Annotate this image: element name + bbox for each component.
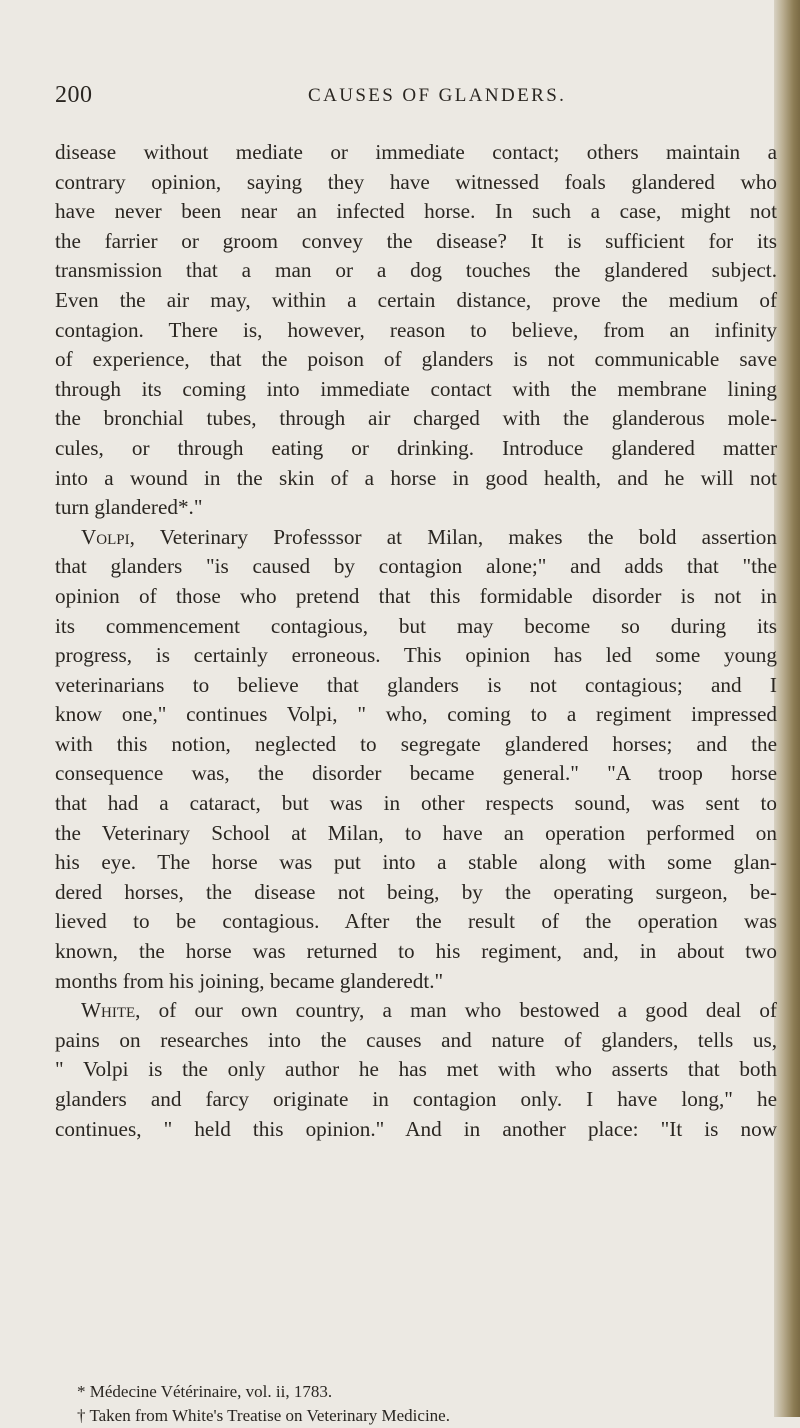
footnote: † Taken from White's Treatise on Veterinary Medicine. (77, 1406, 450, 1425)
page-header (0, 82, 800, 116)
footnotes (55, 1380, 777, 1428)
text-line: of experience, that the poison of glanders is not communicable save (55, 347, 777, 372)
text-line-paragraph-start: White, of our own country, a man who bestowed a good deal of (81, 998, 777, 1023)
running-title: CAUSES OF GLANDERS. (308, 85, 567, 106)
text-line: the Veterinary School at Milan, to have an operation performed on (55, 820, 777, 845)
text-line: through its coming into immediate contact with the membrane lining (55, 376, 777, 401)
author-name: Volpi (81, 524, 130, 549)
text-line: dered horses, the disease not being, by the operating surgeon, be- (55, 879, 777, 904)
text-line-paragraph-end: months from his joining, became glanderedt." (55, 968, 444, 993)
text-line: have never been near an infected horse. In such a case, might not (55, 199, 777, 224)
text-line: continues, " held this opinion." And in another place: "It is now (55, 1116, 777, 1141)
text-line-paragraph-start: Volpi, Veterinary Professsor at Milan, makes the bold assertion (81, 524, 777, 549)
text-line: cules, or through eating or drinking. Introduce glandered matter (55, 435, 777, 460)
text-line: into a wound in the skin of a horse in good health, and he will not (55, 465, 777, 490)
text-line: glanders and farcy originate in contagion only. I have long," he (55, 1087, 777, 1111)
text-line: disease without mediate or immediate contact; others maintain a (55, 140, 777, 164)
text-line: known, the horse was returned to his regiment, and, in about two (55, 939, 777, 964)
page-number: 200 (55, 82, 93, 108)
author-name: White (81, 998, 136, 1023)
text-line: its commencement contagious, but may become so during its (55, 613, 777, 638)
text-line: progress, is certainly erroneous. This opinion has led some young (55, 643, 777, 668)
text-line: the farrier or groom convey the disease? It is sufficient for its (55, 228, 777, 253)
text-line: contagion. There is, however, reason to believe, from an infinity (55, 317, 777, 342)
text-line: opinion of those who pretend that this formidable disorder is not in (55, 583, 777, 608)
text-line-paragraph-end: turn glandered*." (55, 495, 203, 520)
text-line: consequence was, the disorder became general." "A troop horse (55, 761, 777, 786)
text-line: that glanders "is caused by contagion alone;" and adds that "the (55, 554, 777, 579)
text-line: veterinarians to believe that glanders is not contagious; and I (55, 672, 777, 697)
text-line: his eye. The horse was put into a stable along with some glan- (55, 850, 777, 875)
page-edge-shadow (774, 0, 800, 1417)
footnote: * Médecine Vétérinaire, vol. ii, 1783. (77, 1382, 333, 1401)
text-line: lieved to be contagious. After the result of the operation was (55, 909, 777, 934)
text-line: contrary opinion, saying they have witnessed foals glandered who (55, 169, 777, 194)
text-line: transmission that a man or a dog touches the glandered subject. (55, 258, 777, 283)
body-text (55, 138, 777, 1144)
text-line: pains on researches into the causes and nature of glanders, tells us, (55, 1027, 777, 1052)
text-line: " Volpi is the only author he has met with who asserts that both (55, 1057, 777, 1082)
text-line: that had a cataract, but was in other respects sound, was sent to (55, 791, 777, 816)
text-line: Even the air may, within a certain distance, prove the medium of (55, 287, 777, 312)
text-line: know one," continues Volpi, " who, coming to a regiment impressed (55, 702, 777, 727)
text-line: with this notion, neglected to segregate glandered horses; and the (55, 731, 777, 756)
text-line: the bronchial tubes, through air charged with the glanderous mole- (55, 406, 777, 431)
